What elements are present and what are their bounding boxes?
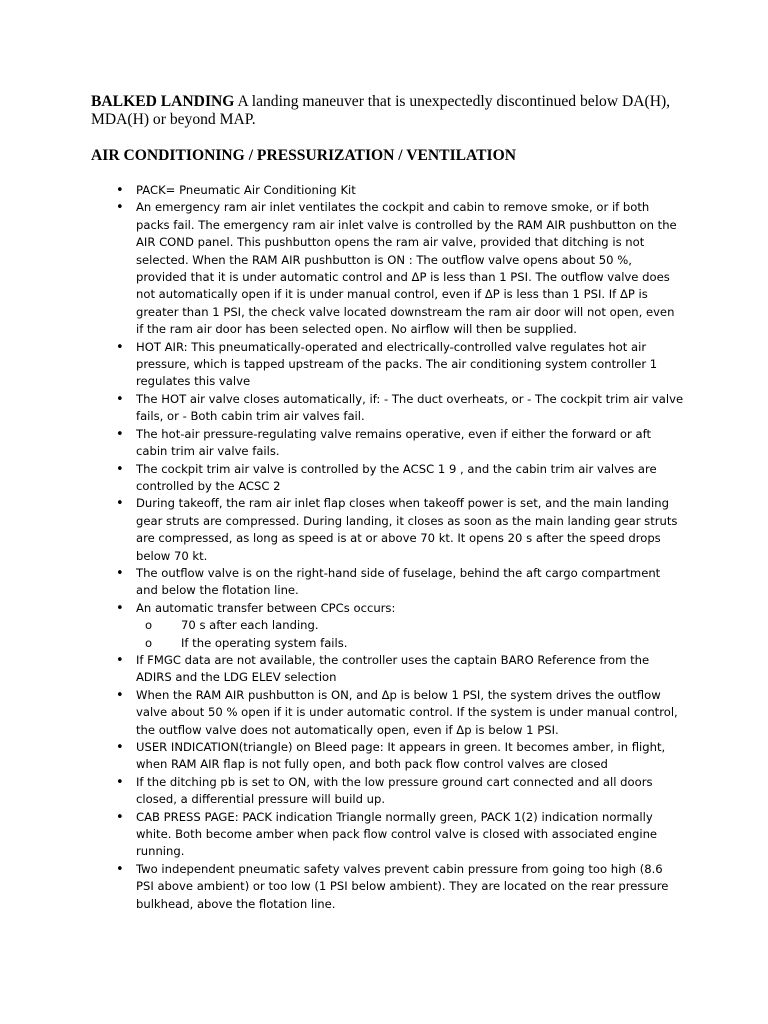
- cpc-transfer-sublist: [136, 617, 684, 652]
- sub-bullet-marker: o: [145, 618, 153, 633]
- bullet-marker: •: [116, 687, 124, 703]
- list-item-text: PACK= Pneumatic Air Conditioning Kit: [136, 183, 356, 197]
- list-item: [116, 339, 684, 391]
- bullet-marker: •: [116, 600, 124, 616]
- list-item-text: USER INDICATION(triangle) on Bleed page: It appears in green. It becomes amber, in flight, when RAM AIR flap is not fully open, and both pack flow control valves are closed: [136, 740, 666, 772]
- list-item-text: During takeoff, the ram air inlet flap closes when takeoff power is set, and the main landing gear struts are compressed. During landing, it closes as soon as the main landing gear struts are compressed, as long as speed is at or above 70 kt. It opens 20 s after the speed drops below 70 kt.: [136, 496, 678, 563]
- bullet-marker: •: [116, 861, 124, 877]
- list-item: [116, 809, 684, 861]
- list-item-text: If the ditching pb is set to ON, with the low pressure ground cart connected and all doors closed, a differential pressure will build up.: [136, 774, 653, 807]
- bullet-marker: •: [116, 426, 124, 442]
- bullet-list: [116, 182, 684, 913]
- list-item-text: The cockpit trim air valve is controlled by the ACSC 1 9 , and the cabin trim air valves are controlled by the ACSC 2: [136, 461, 657, 493]
- list-item-text: An emergency ram air inlet ventilates the cockpit and cabin to remove smoke, or if both packs fail. The emergency ram air inlet valve is controlled by the RAM AIR pushbutton on the AIR COND panel. This pushbutton opens the ram air valve, provided that ditching is not selected. When the RAM AIR pushbutton is ON : The outflow valve opens about 50 %, provided that it is under automatic control and ΔP is less than 1 PSI. The outflow valve does not automatically open if it is under manual control, even if ΔP is less than 1 PSI. If ΔP is greater than 1 PSI, the check valve located downstream the ram air door will not open, even if the ram air door has been selected open. No airflow will then be supplied.: [136, 200, 677, 337]
- bullet-marker: •: [116, 496, 124, 512]
- list-item-text: The hot-air pressure-regulating valve remains operative, even if either the forward or aft cabin trim air valve fails.: [136, 426, 651, 459]
- bullet-marker: •: [116, 339, 124, 355]
- list-item: [116, 199, 684, 338]
- bullet-marker: •: [116, 774, 124, 790]
- list-item: [116, 391, 684, 426]
- bullet-marker: •: [116, 740, 124, 755]
- bullet-marker: •: [116, 652, 124, 668]
- list-item-text: The HOT air valve closes automatically, if: - The duct overheats, or - The cockpit trim air valve fails, or - Both cabin trim air valves fail.: [136, 391, 684, 424]
- list-item-text: If FMGC data are not available, the controller uses the captain BARO Reference from the ADIRS and the LDG ELEV selection: [136, 652, 650, 685]
- bullet-marker: •: [116, 183, 124, 198]
- list-item-text: An automatic transfer between CPCs occurs:: [136, 600, 396, 615]
- list-item: [116, 739, 684, 774]
- list-item: [116, 182, 684, 199]
- list-item-text: The outflow valve is on the right-hand side of fuselage, behind the aft cargo compartment and below the flotation line.: [136, 565, 661, 598]
- definition-text: A landing maneuver that is unexpectedly discontinued below DA(H), MDA(H) or beyond MAP.: [91, 93, 671, 128]
- list-item: [116, 861, 684, 913]
- list-item: [116, 687, 684, 739]
- list-item: [116, 461, 684, 496]
- sublist-item-text: 70 s after each landing.: [181, 618, 319, 633]
- sub-bullet-marker: o: [145, 635, 153, 650]
- bullet-marker: •: [116, 391, 124, 407]
- bullet-marker: •: [116, 461, 124, 477]
- list-item-text: When the RAM AIR pushbutton is ON, and Δp is below 1 PSI, the system drives the outflow valve about 50 % open if it is under automatic control. If the system is under manual control, the outflow valve does not automatically open, even if Δp is below 1 PSI.: [136, 687, 678, 737]
- balked-landing-definition: [91, 93, 691, 129]
- definition-term: BALKED LANDING: [91, 93, 235, 110]
- list-item-text: Two independent pneumatic safety valves prevent cabin pressure from going too high (8.6 PSI above ambient) or too low (1 PSI below ambient). They are located on the rear pressure bulkhead, above the flotation line.: [136, 861, 669, 911]
- list-item: [116, 565, 684, 600]
- list-item-text: HOT AIR: This pneumatically-operated and electrically-controlled valve regulates hot air pressure, which is tapped upstream of the packs. The air conditioning system controller 1 regulates this valve: [136, 339, 658, 389]
- bullet-marker: •: [116, 565, 124, 581]
- section-heading: AIR CONDITIONING / PRESSURIZATION / VENTILATION: [91, 147, 517, 164]
- bullet-marker: •: [116, 809, 124, 825]
- sublist-item: [136, 635, 684, 652]
- list-item: [116, 774, 684, 809]
- bullet-marker: •: [116, 200, 124, 216]
- list-item: [116, 600, 684, 652]
- list-item: [116, 426, 684, 461]
- list-item-text: CAB PRESS PAGE: PACK indication Triangle normally green, PACK 1(2) indication normally white. Both become amber when pack flow control valve is closed with associated engine running.: [136, 809, 658, 859]
- list-item: [116, 495, 684, 565]
- sublist-item: [136, 617, 684, 634]
- list-item: [116, 652, 684, 687]
- sublist-item-text: If the operating system fails.: [181, 635, 348, 650]
